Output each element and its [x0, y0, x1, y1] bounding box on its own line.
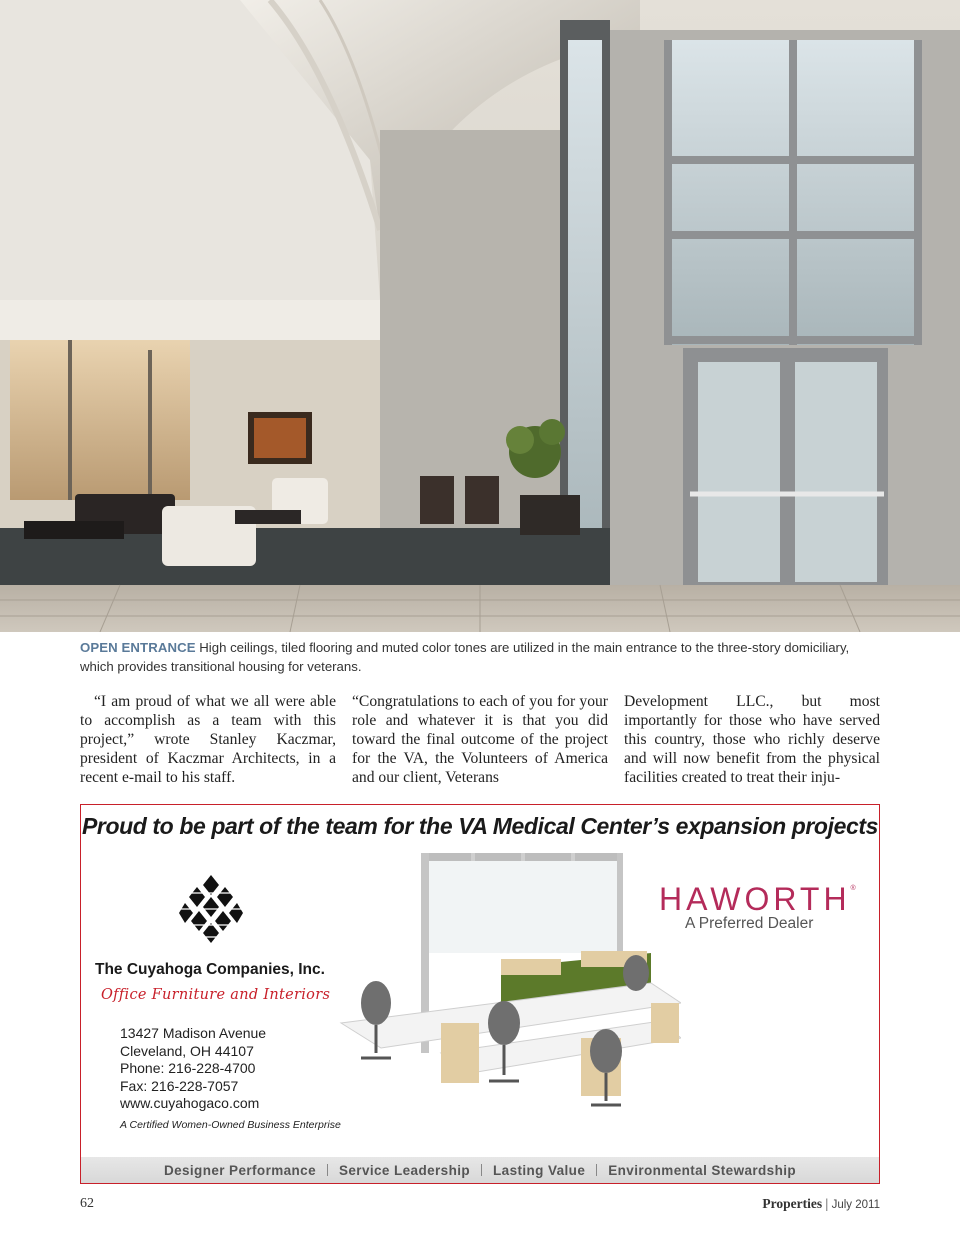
article-column-2 [352, 692, 608, 788]
tagline-1: Designer Performance [163, 1162, 316, 1178]
registered-mark: ® [850, 885, 856, 892]
caption-lead: OPEN ENTRANCE [80, 640, 196, 655]
ad-fax: Fax: 216-228-7057 [120, 1077, 239, 1094]
ad-address-city: Cleveland, OH 44107 [120, 1042, 254, 1059]
advertisement [80, 804, 880, 1184]
footer-magazine [762, 1196, 880, 1212]
magazine-name: Properties [762, 1196, 823, 1211]
caption-text: High ceilings, tiled flooring and muted color tones are utilized in the main entrance to the three-story domiciliary, which provides transitional housing for veterans. [80, 640, 850, 674]
tagline-divider [481, 1164, 482, 1176]
ad-company-subtitle: Office Furniture and Interiors [101, 987, 331, 1003]
article-paragraph-3: Development LLC., but most importantly for those who have served this country, those who richly deserve and will now benefit from the physical facilities created to treat their inju- [624, 693, 880, 786]
photo-caption [80, 638, 885, 676]
footer-separator: | [825, 1196, 829, 1211]
ad-headline: Proud to be part of the team for the VA Medical Center’s expansion projects [81, 813, 879, 839]
page-number: 62 [80, 1196, 94, 1211]
ad-certification: A Certified Women-Owned Business Enterprise [120, 1119, 341, 1131]
issue-date: July 2011 [831, 1199, 880, 1211]
ad-address-block [120, 1025, 266, 1113]
office-workstation-illustration [321, 853, 681, 1123]
article-columns [80, 692, 880, 788]
tagline-divider [596, 1164, 597, 1176]
tagline-divider [327, 1164, 328, 1176]
haworth-logo-text: HAWORTH [659, 881, 851, 917]
article-paragraph-2: “Congratulations to each of you for your role and whatever it is that you did toward the final outcome of the project for the VA, the Volunteers of America and our client, Veterans [352, 693, 608, 786]
article-column-3 [624, 692, 880, 788]
cuyahoga-logo-icon [179, 875, 243, 947]
ad-company-name: The Cuyahoga Companies, Inc. [95, 961, 325, 978]
article-paragraph-1: “I am proud of what we all were able to accomplish as a team with this project,” wrote Stanley Kaczmar, president of Kaczmar Architects, in a recent e-mail to his staff. [80, 693, 336, 786]
tagline-2: Service Leadership [339, 1162, 471, 1178]
tagline-4: Environmental Stewardship [608, 1162, 797, 1178]
article-column-1 [80, 692, 336, 788]
ad-phone: Phone: 216-228-4700 [120, 1060, 256, 1076]
ad-address-line: 13427 Madison Avenue [120, 1025, 267, 1041]
ad-website: www.cuyahogaco.com [120, 1095, 260, 1111]
ad-tagline-bar [81, 1157, 879, 1183]
ad-dealer-label: A Preferred Dealer [685, 915, 814, 932]
tagline-3: Lasting Value [493, 1162, 586, 1178]
haworth-brand [659, 881, 856, 918]
